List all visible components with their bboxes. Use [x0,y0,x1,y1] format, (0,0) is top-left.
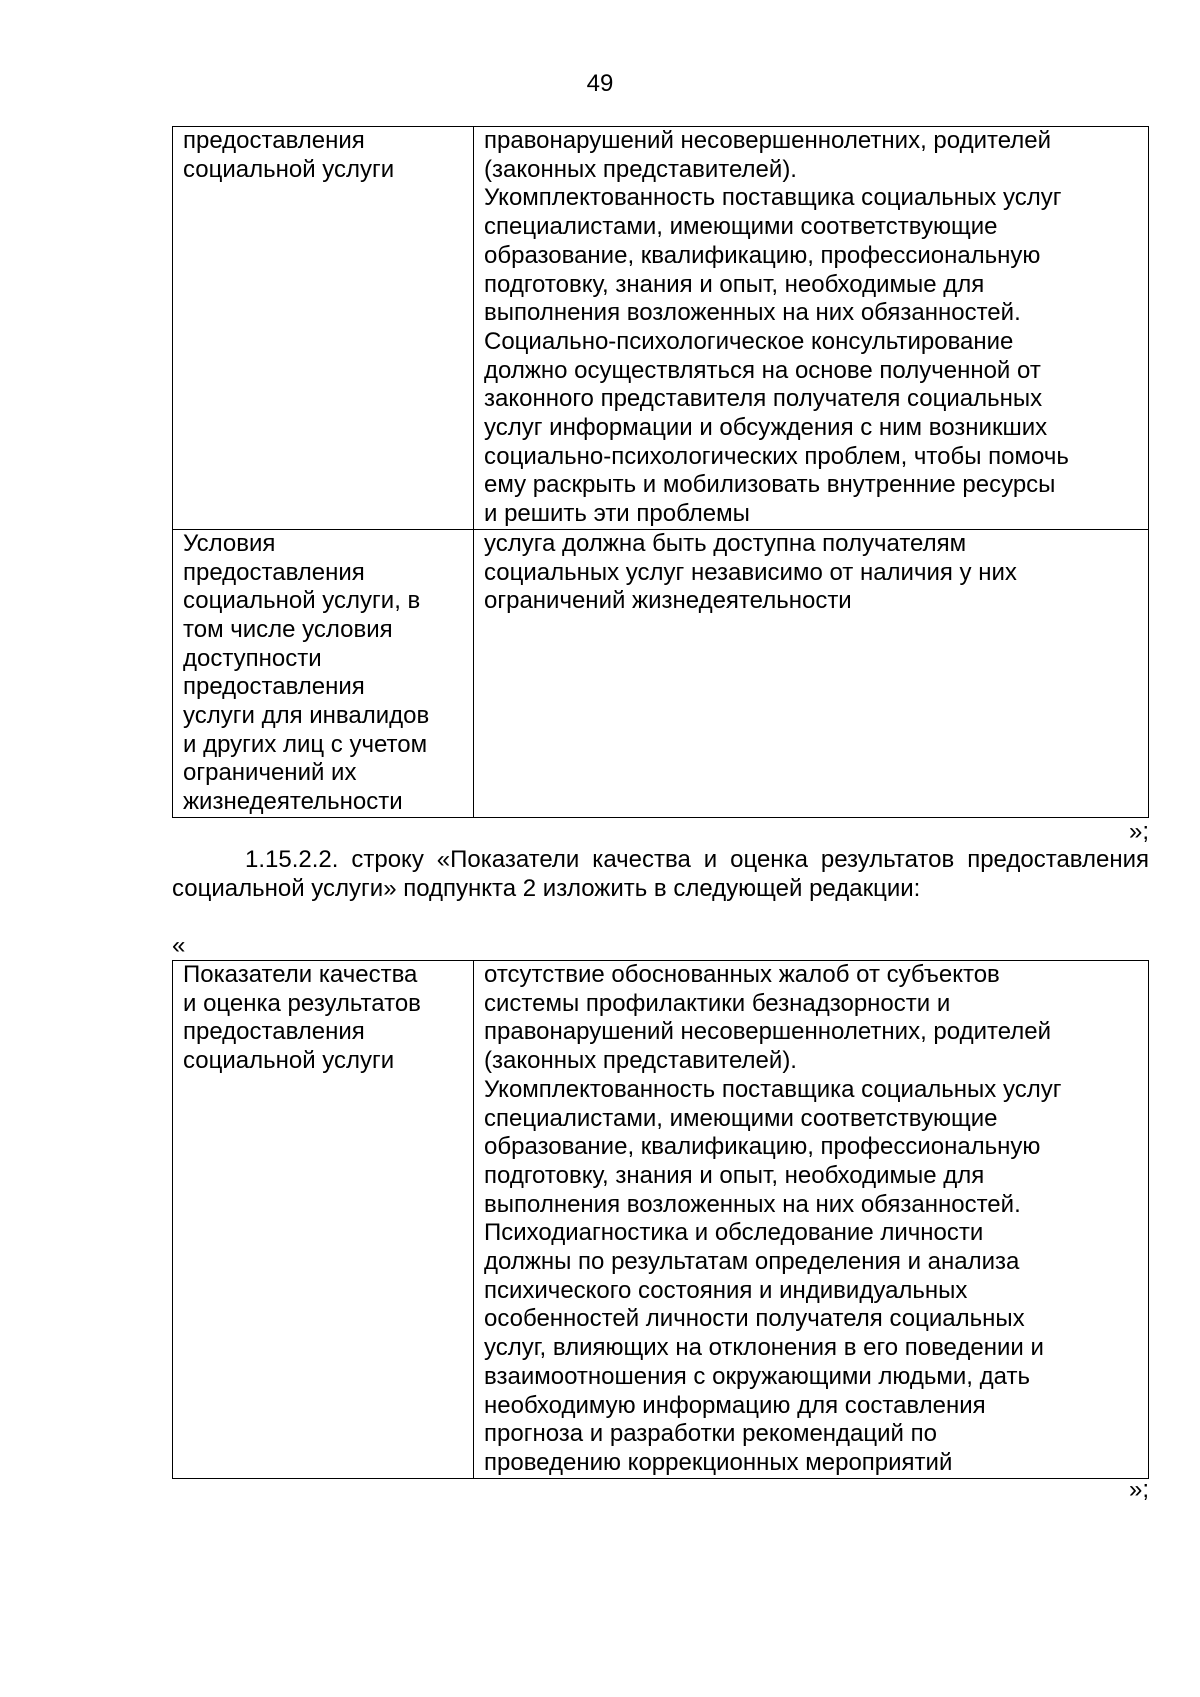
closing-quote-mark: »; [1128,818,1149,845]
row-content-cell: услуга должна быть доступна получателям социальных услуг независимо от наличия у них ограничений жизнедеятельности [474,529,1149,817]
row-content-cell: правонарушений несовершеннолетних, родителей (законных представителей). Укомплектованность поставщика социальных услуг специалистами, имеющими соответствующие образование, квалификацию, профессиональную подготовку, знания и опыт, необходимые для выполнения возложенных на них обязанностей. Социально-психологическое консультирование должно осуществляться на основе полученной от законного представителя получателя социальных услуг информации и обсуждения с ним возникших социально-психологических проблем, чтобы помочь ему раскрыть и мобилизовать внутренние ресурсы и решить эти проблемы [474,127,1149,530]
opening-quote-mark: « [172,932,186,959]
table-row [173,961,1149,1479]
row-label-cell: предоставления социальной услуги [173,127,474,530]
closing-quote-mark: »; [1128,1476,1149,1503]
table-row [173,127,1149,530]
row-label-cell: Условия предоставления социальной услуги, в том числе условия доступности предоставления услуги для инвалидов и других лиц с учетом ограничений их жизнедеятельности [173,529,474,817]
amendment-paragraph: 1.15.2.2. строку «Показатели качества и оценка результатов предоставления социальной услуги» подпункта 2 изложить в следующей редакции: [172,846,1149,902]
quality-indicators-table [172,960,1149,1479]
services-table-continued [172,126,1149,818]
table-row [173,529,1149,817]
row-label-cell: Показатели качества и оценка результатов предоставления социальной услуги [173,961,474,1479]
row-content-cell: отсутствие обоснованных жалоб от субъектов системы профилактики безнадзорности и правонарушений несовершеннолетних, родителей (законных представителей). Укомплектованность поставщика социальных услуг специалистами, имеющими соответствующие образование, квалификацию, профессиональную подготовку, знания и опыт, необходимые для выполнения возложенных на них обязанностей. Психодиагностика и обследование личности должны по результатам определения и анализа психического состояния и индивидуальных особенностей личности получателя социальных услуг, влияющих на отклонения в его поведении и взаимоотношения с окружающими людьми, дать необходимую информацию для составления прогноза и разработки рекомендаций по проведению коррекционных мероприятий [474,961,1149,1479]
page-number: 49 [586,70,614,97]
